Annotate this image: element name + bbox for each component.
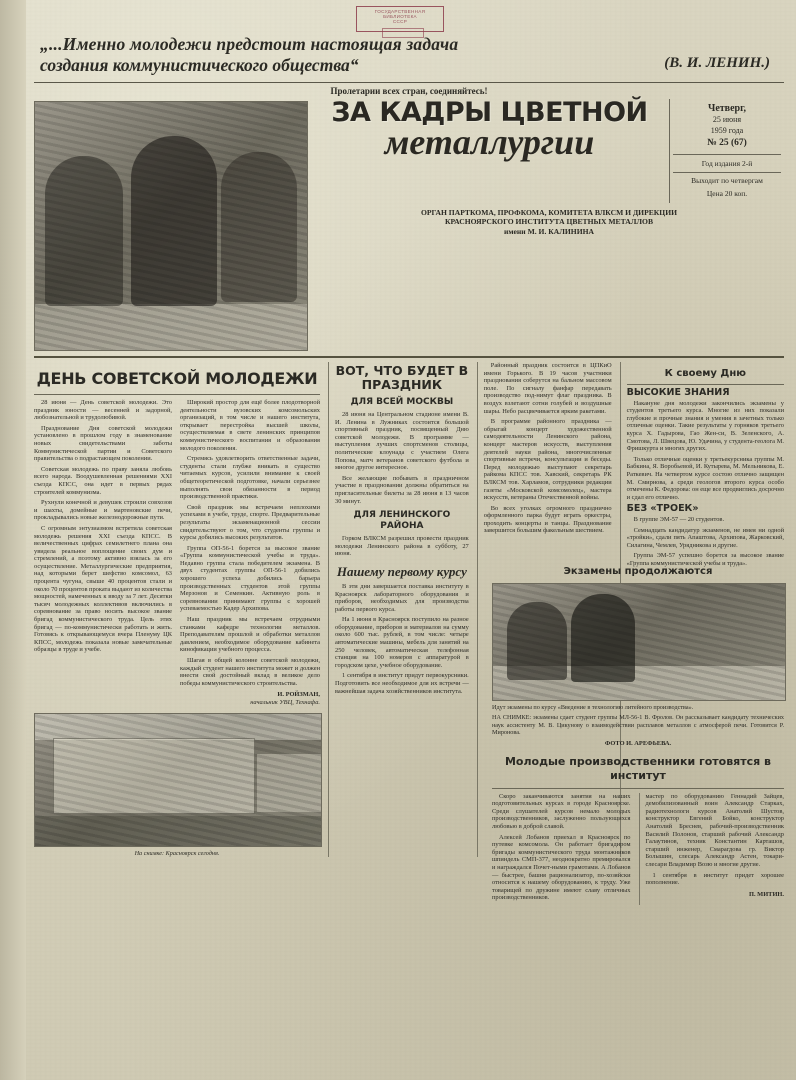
headline-to-own-day: К своему Дню (664, 368, 746, 379)
column-3 (328, 362, 469, 857)
stamp-line-3: СССР (392, 19, 408, 24)
paragraph: Советская молодежь по праву заняла любовь всего народа. Воодушевленная решениями XXI съезда КПСС, она идет в первых рядах строителей коммунизма. (34, 465, 172, 496)
stamp-secondary (382, 28, 424, 38)
paragraph: Группа ЭМ-57 успешно борется за высокое звание «Группа коммунистической учебы и труда». (626, 552, 784, 567)
paragraph: Накануне дня молодежи закончились экзамены у студентов третьего курса. Многие из них показали глубокие и прочные знания и умения в зачетных только отличные оценки. Такие результаты у горняков третьего курса Х. Гадырова, Гао Жен-си, В. Зеленского, А. Смотова, Л. Швецова, Ю. Удачина, у студента-геолога М. Фришкурта и многих других. (626, 399, 784, 453)
subhead-for-leninsky: ДЛЯ ЛЕНИНСКОГО РАЙОНА (353, 510, 451, 532)
paragraph: Горком ВЛКСМ разрешил провести праздник молодежи Ленинского района в субботу, 27 июня. (335, 535, 469, 558)
paragraph: Алексей Лобанов приехал в Красноярск по путевке комсомола. Он работает бригадиром бригады коммунистического труда монтажников шпиндель СМП-377, неоднократно премировался и награждался Почет-ными грамотами. А Лобанов — быстрее, башня рационализатор, по-хозяйски относится к нашему оборудованию, к труду. Уже товарищей по дружине имеют славу отличных производственников. (492, 833, 631, 902)
paragraph: Шагая в общей колонне советской молодежи, каждый студент нашего института может и должен внести свой достойный вклад в великое дело победы коммунистического строительства. (180, 657, 320, 687)
masthead-sub-2: КРАСНОЯРСКОГО ИНСТИТУТА ЦВЕТНЫХ МЕТАЛЛОВ (444, 217, 654, 227)
stamp-line-1: ГОСУДАРСТВЕННАЯ (374, 9, 426, 14)
masthead-title-line1: ЗА КАДРЫ ЦВЕТНОЙ (331, 97, 648, 128)
photo-credit: ФОТО И. АРЕФЬЕВА. (604, 739, 672, 747)
masthead-sub-1: ОРГАН ПАРТКОМА, ПРОФКОМА, КОМИТЕТА ВЛКСМ И ДИРЕКЦИИ (420, 208, 678, 217)
headline-exams-continue: Экзамены продолжаются (563, 566, 713, 577)
page-left-edge (0, 0, 26, 1080)
paragraph: 1 сентября в институт придет хорошее пополнение. (645, 871, 784, 887)
signature-royzman (180, 691, 320, 707)
paragraph: Стремясь удовлетворить ответственные задачи, студенты стали глубже вникать в существо читаемых курсов, усилили внимание к своей общетеоретической подготовке, начали серьезнее выполнять свои обязанности в период производственной практики. (180, 455, 320, 501)
column-young-right (639, 793, 785, 905)
paragraph: Группа ОП-56-1 борется за высокое звание «Группа коммунистической учебы и труда». Недавно группа стала победителем экзамена. В двух студентах группы ОП-56-1 добились хорошего успеха добились барьера производственных студентов этой группы Мерзонов и Семенкин. Активную роль в соревновании принимают группы с хорошей успеваемостью Кадер Архипова. (180, 544, 320, 613)
quote-author: (В. И. ЛЕНИН.) (664, 55, 770, 71)
signature-role: начальник УВЦ, Технафа. (250, 699, 320, 707)
page-content (26, 0, 796, 1080)
paragraph: Рухнули конечной и девушек строили совхозов и шахты, домейные и мартеновские печи, прокладывались новые железнодорожные пути. (34, 499, 172, 522)
headline-soviet-youth-day: ДЕНЬ СОВЕТСКОЙ МОЛОДЕЖИ (36, 369, 318, 388)
quote-line-2: создания коммунистического общества“ (40, 55, 359, 75)
lenin-quote (34, 34, 784, 76)
divider-top (34, 82, 784, 83)
paragraph-group-count: В группе ЭМ-57 — 20 студентов. (633, 515, 725, 523)
paragraph: На 1 июня в Красноярск поступило на разное оборудование, приборов и материалов на сумму около 600 тыс. рублей, в том числе: четыре автоматические машины, мебель для занятий на 250 человек, автоматическая телефонная станция на 100 номеров с аппаратурой в городском цехе, учебное оборудование. (335, 616, 469, 669)
photo-caption-krasnoyarsk: На снимке: Красноярск сегодня. (134, 850, 220, 858)
paragraph: Только отличные оценки у третьекурсника группы М. Бабкина, Я. Воробьевой, И. Кутырева, М. Мельникова, Е. Раткевич. На четвертом курсе состою отлично защищен М. Смирнова, а среди геологов второго курса особо отмечены К. Федорова: он еще все продвиглись досрочно и сдал его отлично. (626, 455, 784, 501)
column-young-left (492, 793, 631, 905)
paragraph: С огромным энтузиазмом встретила советская молодежь решения XXI съезда КПСС. В величественных цифрах семилетнего плана она увидела реальное воплощение своих дум и стремлений, а поэтому активно взялась за его осуществление. Металлургические предприятия, над которыми берет шефство комсомол, 63 процента чугуна, свыше 40 процентов стали и около 70 процентов проката выдают из количества мощностей, намеченных к вводу за 7 лет. Десятки тысяч молодежных коллективов включились в соревнование за право носить высокое звание бригад коммунистического труда. Цель этих бригад — по-коммунистически работать и жить. Готовясь к открывающемуся вчера Пленуму ЦК КПСС, молодежь показала новые замечательные образцы в труде и учебе. (34, 524, 172, 654)
paragraph: Во всех уголках огромного праздничнo оформленного парка будут играть оркестры, проходить концерты и танцы. Празднование завершится большим факельным шествием. (483, 504, 612, 535)
divider-masthead (34, 356, 784, 358)
subhead-first-course: Нашему первому курсу (336, 563, 467, 579)
paragraph: Скоро заканчиваются занятия на наших подготовительных курсах в городе Красноярске. Среди слушателей курсов немало молодых производственников, заслуженно пользующихся любовью в доброй славой. (492, 792, 631, 830)
proletarian-slogan: Пролетарии всех стран, соединяйтесь! (330, 86, 488, 96)
paragraph: Семнадцать кандидатур экзаменов, не имея ни одной «тройки», сдали пять Апаштова, Архипова, Жарковский, Силагина, Чемлев, Урядникова и другие. (626, 526, 784, 549)
masthead-row (34, 99, 784, 351)
headline-no-threes: БЕЗ «ТРОЕК» (626, 503, 699, 515)
paragraph: мастер по оборудованию Геннадий Зайцев, демобилизованный воин Александр Старках, радиотехнологи курсов Анатолий Шустов, конструктор Евгений Бойко, конструктор Анатолий Бреснев, рабочий-производственник Василий Полонов, старший рабочий Александр Галаутинов, техник Константин Карташов, старший инженер, Смарагдова гр. Виктор Болышин, слесарь Александр Астен, токари-слесари Владимир Возю и многие другие. (645, 792, 784, 868)
masthead (314, 99, 784, 236)
paragraph: Районный праздник состоится в ЦПКиО имени Горького. В 19 часов участники празднования соберутся на бальном массовом поле. По сигналу фанфар передавать производство под-нимут флаг праздника. В воздух взлетают сотни голубей и воздушные шары. Небо расцвечивается ярким ракетами. (483, 362, 612, 415)
masthead-sub-3: имени М. И. КАЛИНИНА (504, 226, 594, 236)
masthead-title-line2: металлургии (384, 122, 595, 162)
subhead-for-moscow: ДЛЯ ВСЕЙ МОСКВЫ (350, 397, 454, 407)
headline-holiday: ВОТ, ЧТО БУДЕТ В ПРАЗДНИК (335, 363, 469, 392)
issue-frequency: Выходит по четвергам (691, 176, 763, 185)
paragraph: Наш праздник мы встречаем отрудными станками кафедре технологии металлов. Преподавателям прошлой и обработки металлов давлением, необходимое оборудование кабинета кинофикации учебного процесса. (180, 616, 320, 654)
paragraph: В программе районного праздника — обрыгай концерт художественной самодеятельности Ленинского района, концерт мастеров искусств, выступления деятелей науки района, многочисленные спортивные встречи, консультации и беседы. Перед молодежью выступают секретарь райкома КПСС тов. Хавский, секретарь РК ВЛКСМ тов. Харламов, сотрудники редакции газеты «Московской комсомолец», мастера искусств, ветераны Отечественной войны. (483, 418, 612, 502)
exams-section (492, 560, 784, 905)
masthead-issue-box (669, 99, 784, 203)
headline-high-knowledge: ВЫСОКИЕ ЗНАНИЯ (626, 387, 730, 398)
paragraph: Все желающие побывать в праздничном участие в праздновании должны обратиться на пригласительные билеты за 28 июня в 13 часов 30 минут. (335, 474, 469, 505)
photo-text-exam: НА СНИМКЕ: экзамены сдает студент группы МЛ-56-1 В. Фролов. Он рассказывает кандидату технических наук ассистенту М. В. Цикунову о взаимодействии расплавов металлов с атмосферой печи. Готовится Р. Миронова. (492, 714, 784, 737)
paragraph: Свой праздник мы встречаем неплохими успехами в учебе, труде, спорте. Предварительные результаты экзаменационной сессии свидетельствуют о том, что студенты группы и курсы добились высоких результатов. (180, 503, 320, 542)
photo-exam (492, 583, 786, 701)
photo-krasnoyarsk (34, 713, 322, 847)
issue-date: 25 июня (712, 115, 742, 124)
photo-students (34, 101, 308, 351)
paragraph: 28 июня на Центральном стадионе имени В. И. Ленина в Лужниках состоится большой спортивный праздник, посвященный Дню советской молодежи. В программе — выступления лучших спортсменов столицы, политические клоунада с участием Олега Попова, матч ветеранов советского футбола и многое другое интересное. (335, 411, 469, 472)
issue-number: № 25 (67) (707, 138, 747, 148)
paragraph: 1 сентября в институт придут первокурсники. Подготовить все необходимое для их встречи — важнейшая задача хозяйственников института. (335, 672, 469, 695)
signature-name: П. МИТИН. (749, 890, 784, 898)
photo-caption-exam: Идут экзамены по курсу «Введение в технологию литейного производства». (492, 704, 694, 711)
issue-year: 1959 года (710, 126, 744, 135)
signature-mitin (646, 891, 785, 899)
paragraph: Широкий простор для ещё более плодотворной деятельности вузовских комсомольских организаций, в том числе и нашего института, открывает перестройка высшей школы, осуществляемая в свете ленинских принципов коммунистического воспитания и образования молодого поколения. (180, 399, 320, 452)
headline-young-workers: Молодые производственники готовятся в институт (504, 754, 771, 782)
paragraph: 28 июня — День советской молодежи. Это праздник юности — весенней и задорной, любознательной и трудолюбивой. (34, 399, 172, 422)
issue-price: Цена 20 коп. (706, 189, 748, 198)
column-1 (34, 399, 172, 707)
issue-weekday: Четверг, (707, 103, 746, 114)
paragraph: Празднование Дня советской молодежи установлено в прошлом году в знаменование новых свидетельствами заботы Коммунистической партии и Советского правительства о подрастающем поколении. (34, 424, 172, 463)
issue-year-of-publication: Год издания 2-й (673, 154, 781, 173)
quote-line-1: „...Именно молодежи предстоит настоящая задача (40, 34, 459, 54)
column-2 (180, 399, 320, 707)
signature-name: И. РОЙЗМАН, (277, 691, 320, 699)
stamp-line-2: БИБЛИОТЕКА (383, 14, 417, 19)
paragraph: В эти дни завершается поставка институту в Красноярск лабораторного оборудования и приборов, необходимых для производства работы первого курса. (335, 582, 469, 613)
